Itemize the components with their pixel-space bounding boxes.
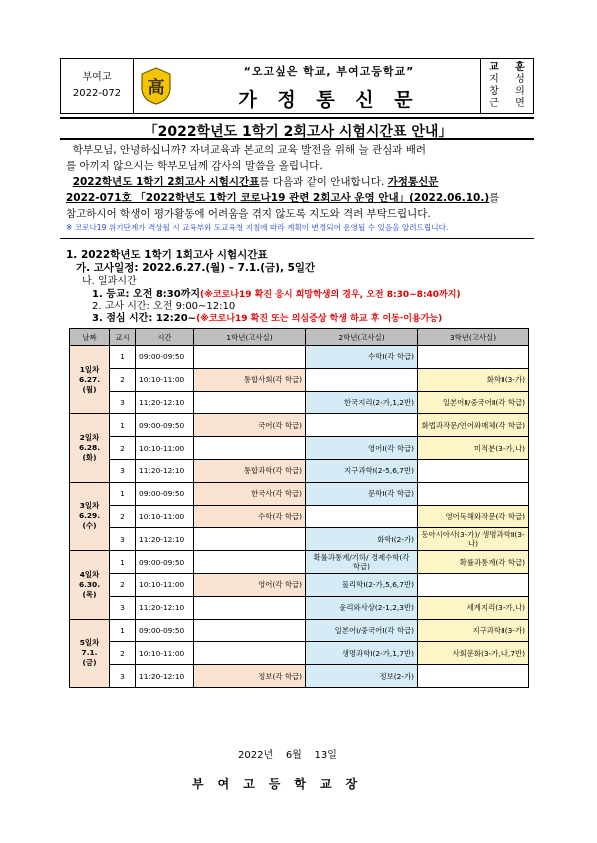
header-period: 교시 [110,329,136,346]
intro-line-3: 를 다음과 같이 안내합니다. [259,176,385,188]
time-cell: 09:00-09:50 [136,619,194,642]
header-grade-1: 1학년(고사실) [194,329,306,346]
period-cell: 1 [110,619,136,642]
table-row [70,551,529,574]
grade-2-cell: 물리학Ⅰ(2-가,5,6,7반) [306,573,418,596]
creed-char: 교 [489,62,499,73]
lunch-label: 3. 점심 시간: 12:20~ [92,313,197,324]
grade-3-cell [418,665,529,688]
time-cell: 11:20-12:10 [136,528,194,551]
day-label-line: 5일차 [79,638,100,648]
grade-1-cell [194,528,306,551]
grade-2-cell: 확률과통계/기하/ 경제수학(각 학급) [306,551,418,574]
arrival-covid-note: (※코로나19 확진 응시 희망학생의 경우, 오전 8:30~8:40까지) [200,290,461,300]
exam-period: 가. 고사일정: 2022.6.27.(월) – 7.1.(금), 5일간 [76,262,316,274]
grade-3-cell [418,459,529,482]
day-label-line: (금) [82,658,97,668]
grade-1-cell [194,642,306,665]
header-date: 날짜 [70,329,110,346]
grade-1-cell [194,346,306,369]
time-cell: 09:00-09:50 [136,551,194,574]
grade-1-cell [194,596,306,619]
table-row [70,414,529,437]
school-emblem-icon [139,66,173,106]
time-cell: 09:00-09:50 [136,346,194,369]
exam-schedule-table [69,328,529,688]
lunch-time [92,312,442,326]
doc-code-box [61,59,134,113]
grade-3-cell: 미적분(3-가,나) [418,437,529,460]
time-cell: 10:10-11:00 [136,368,194,391]
table-row [70,437,529,460]
header-time: 시간 [136,329,194,346]
period-cell: 2 [110,642,136,665]
time-cell: 11:20-12:10 [136,391,194,414]
grade-3-cell: 영어독해와작문(각 학급) [418,505,529,528]
period-cell: 3 [110,391,136,414]
letter-header [60,58,534,114]
grade-1-cell [194,437,306,460]
title-top-rule [60,117,534,119]
period-cell: 3 [110,528,136,551]
arrival-label: 1. 등교: 오전 8:30까지 [92,289,201,300]
time-cell: 11:20-12:10 [136,459,194,482]
grade-1-cell: 영어(각 학급) [194,573,306,596]
newsletter-ref-title: 2022-071호 「2022학년도 1학기 코로나19 관련 2회고사 운영 안내」(2022.06.10.) [66,192,490,204]
day-cell [70,551,110,619]
grade-1-cell: 통합과학(각 학급) [194,459,306,482]
period-cell: 1 [110,551,136,574]
grade-2-cell: 생명과학Ⅰ(2-가,1,7반) [306,642,418,665]
time-cell: 10:10-11:00 [136,642,194,665]
day-label-line: 7.1. [81,648,98,658]
grade-2-cell: 수학Ⅰ(각 학급) [306,346,418,369]
table-row [70,459,529,482]
period-cell: 2 [110,505,136,528]
creed-char: 근 [489,98,499,109]
period-cell: 1 [110,346,136,369]
day-cell [70,346,110,414]
table-row [70,368,529,391]
time-cell: 11:20-12:10 [136,596,194,619]
school-code: 부여고 [82,72,112,83]
grade-3-cell [418,482,529,505]
time-cell: 09:00-09:50 [136,414,194,437]
period-cell: 1 [110,482,136,505]
day-cell [70,619,110,687]
lunch-covid-note: (※코로나19 확진 또는 의심증상 학생 하교 후 이동·이용가능) [196,314,443,324]
grade-2-cell: 문학Ⅰ(각 학급) [306,482,418,505]
newsletter-ref: 가정통신문 [387,176,439,188]
creed-char: 성 [515,74,525,85]
table-row [70,619,529,642]
day-label-line: 6.30. [78,579,101,589]
period-cell: 3 [110,665,136,688]
grade-1-cell [194,391,306,414]
day-label-line: 6.28. [78,443,101,453]
grade-2-cell: 화학Ⅰ(2-가) [306,528,418,551]
creed-column-1 [481,59,507,113]
day-label-line: 3일차 [79,501,100,511]
day-cell [70,482,110,550]
grade-3-cell: 사회문화(3-가,나,7반) [418,642,529,665]
grade-2-cell: 한국지리(2-가,1,2반) [306,391,418,414]
section-heading: 1. 2022학년도 1학기 1회고사 시험시간표 [66,249,268,261]
covid-notice: ※ 코로나19 위기단계가 격상될 시 교육부와 도교육청 지침에 따라 계획이 변경되어 운영될 수 있음을 알려드립니다. [66,223,449,232]
grade-2-cell: 일본어Ⅰ/중국어Ⅰ(각 학급) [306,619,418,642]
grade-2-cell [306,368,418,391]
table-row [70,482,529,505]
grade-3-cell: 세계지리(3-가,나) [418,596,529,619]
grade-2-cell: 윤리와사상(2-1,2,3반) [306,596,418,619]
period-cell: 2 [110,437,136,460]
day-label-line: 6.29. [78,511,101,521]
creed-char: 창 [489,86,499,97]
daily-schedule-label: 나. 일과시간 [82,276,137,287]
grade-2-cell [306,414,418,437]
intro-line [66,142,530,158]
table-row [70,573,529,596]
day-label-line: (수) [82,521,97,531]
section-rule [60,238,534,239]
newsletter-title: 가 정 통 신 문 [238,88,420,111]
table-row [70,528,529,551]
intro-line [66,190,530,206]
intro-line-4: 를 [489,192,500,204]
grade-2-cell: 지구과학Ⅰ(2-5,6,7반) [306,459,418,482]
creed-char: 면 [515,98,525,109]
intro-line-1: 학부모님, 안녕하십니까? 자녀교육과 본교의 교육 발전을 위해 늘 관심과 배려 [72,144,427,156]
time-cell: 09:00-09:50 [136,482,194,505]
doc-number: 2022-072 [72,88,122,99]
time-cell: 10:10-11:00 [136,437,194,460]
table-row [70,642,529,665]
header-grade-3: 3학년(고사실) [418,329,529,346]
exam-time: 2. 고사 시간: 오전 9:00~12:10 [92,301,236,312]
grade-3-cell: 화학Ⅱ(3-가) [418,368,529,391]
day-label-line: 6.27. [78,374,101,384]
table-header-row [70,329,529,346]
school-logo [134,59,178,113]
creed-char: 지 [489,74,499,85]
grade-3-cell: 동아시아사(3-가)/ 생명과학Ⅱ(3-나) [418,528,529,551]
grade-1-cell: 정보(각 학급) [194,665,306,688]
table-body [70,346,529,688]
principal-signature: 부여고등학교장 [192,777,372,791]
period-cell: 3 [110,459,136,482]
school-motto: “오고싶은 학교, 부여고등학교” [243,64,415,78]
schedule-link-text: 2022학년도 1학기 2회고사 시험시간표 [72,176,260,188]
school-creed [480,59,533,113]
title-bottom-rule [60,138,534,140]
grade-1-cell [194,619,306,642]
table-row [70,596,529,619]
grade-1-cell: 국어(각 학급) [194,414,306,437]
table-row [70,346,529,369]
grade-3-cell: 화법과작문/언어와매체(각 학급) [418,414,529,437]
grade-1-cell [194,551,306,574]
day-label-line: (월) [82,384,97,394]
grade-3-cell: 지구과학Ⅱ(3-가) [418,619,529,642]
grade-2-cell [306,505,418,528]
grade-2-cell: 정보(2-가) [306,665,418,688]
grade-3-cell: 확률과통계(각 학급) [418,551,529,574]
grade-1-cell: 통합사회(각 학급) [194,368,306,391]
creed-char: 의 [515,86,525,97]
time-cell: 10:10-11:00 [136,573,194,596]
intro-line-5: 참고하시어 학생이 평가활동에 어려움을 겪지 않도록 지도와 격려 부탁드립니다. [66,208,431,220]
creed-char: 훈 [515,62,525,73]
grade-2-cell: 영어Ⅰ(각 학급) [306,437,418,460]
grade-1-cell: 수학(각 학급) [194,505,306,528]
creed-column-2 [507,59,533,113]
day-label-line: 2일차 [79,433,100,443]
header-grade-2: 2학년(고사실) [306,329,418,346]
period-cell: 2 [110,573,136,596]
period-cell: 3 [110,596,136,619]
period-cell: 1 [110,414,136,437]
main-title: 「2022학년도 1학기 2회고사 시험시간표 안내」 [143,124,453,140]
intro-line-2: 를 아끼지 않으시는 학부모님께 감사의 말씀을 올립니다. [66,160,323,172]
time-cell: 11:20-12:10 [136,665,194,688]
period-cell: 2 [110,368,136,391]
grade-1-cell: 한국사(각 학급) [194,482,306,505]
day-label-line: (목) [82,589,97,599]
intro-line [66,174,530,190]
intro-text [66,142,530,222]
time-cell: 10:10-11:00 [136,505,194,528]
table-row [70,505,529,528]
table-row [70,391,529,414]
grade-3-cell: 일본어Ⅱ/중국어Ⅱ(각 학급) [418,391,529,414]
day-cell [70,414,110,482]
issue-date: 2022년 6월 13일 [238,750,337,761]
table-row [70,665,529,688]
grade-3-cell [418,573,529,596]
logo-char: 高 [147,78,165,98]
day-label-line: 4일차 [79,569,100,579]
day-label-line: (화) [82,453,97,463]
grade-3-cell [418,346,529,369]
day-label-line: 1일차 [79,364,100,374]
